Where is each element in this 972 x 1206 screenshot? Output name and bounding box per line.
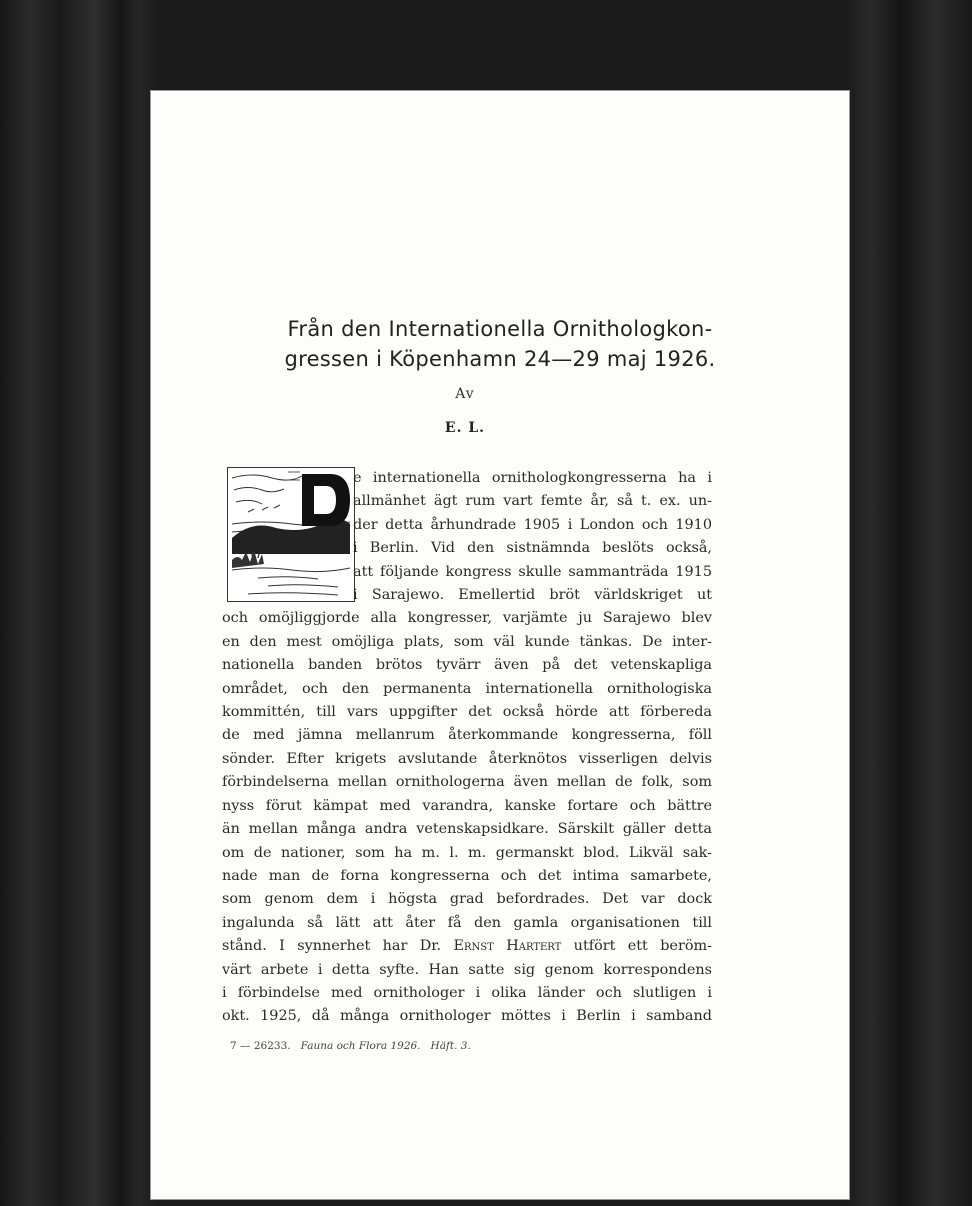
body-line-hartert bbox=[222, 935, 712, 958]
body-line: okt. 1925, då många ornithologer möttes i Berlin i samband bbox=[222, 1008, 712, 1025]
body-line: i förbindelse med ornithologer i olika länder och slutligen i bbox=[222, 984, 712, 1001]
title-line-2: gressen i Köpenhamn 24—29 maj 1926. bbox=[284, 347, 716, 371]
body-line: de med jämna mellanrum återkommande kongresserna, föll bbox=[222, 727, 712, 744]
body-line: än mellan många andra vetenskapsidkare. Särskilt gäller detta bbox=[222, 821, 712, 838]
page-footer bbox=[230, 1040, 650, 1052]
body-line: kommittén, till vars uppgifter det också hörde att förbereda bbox=[222, 704, 712, 721]
body-line: sönder. Efter krigets avslutande återknötos visserligen delvis bbox=[222, 750, 712, 767]
body-line-text: stånd. I synnerhet har Dr. bbox=[222, 938, 454, 955]
body-line: ingalunda så lätt att åter få den gamla organisationen till bbox=[222, 914, 712, 931]
document-page bbox=[150, 90, 850, 1200]
body-line: som genom dem i högsta grad befordrades. Det var dock bbox=[222, 891, 712, 908]
title-line-1: Från den Internationella Ornithologkon- bbox=[287, 317, 713, 341]
footer-journal: Fauna och Flora 1926. bbox=[300, 1040, 421, 1052]
body-line: och omöjliggjorde alla kongresser, varjämte ju Sarajewo blev bbox=[222, 610, 712, 627]
body-line: nationella banden brötos tyvärr även på det vetenskapliga bbox=[222, 657, 712, 674]
body-line: der detta århundrade 1905 i London och 1910 bbox=[353, 516, 712, 533]
body-line-text: utfört ett beröm- bbox=[561, 938, 712, 955]
body-line: om de nationer, som ha m. l. m. germanskt blod. Likväl sak- bbox=[222, 844, 712, 861]
byline-author: E. L. bbox=[444, 420, 486, 436]
footer-signature: 7 — 26233. bbox=[230, 1040, 291, 1052]
body-line: nyss förut kämpat med varandra, kanske fortare och bättre bbox=[222, 797, 712, 814]
body-line: i Berlin. Vid den sistnämnda beslöts också, bbox=[353, 540, 712, 557]
body-line: i Sarajewo. Emellertid bröt världskriget ut bbox=[353, 587, 712, 604]
body-line: förbindelserna mellan ornithologerna även mellan de folk, som bbox=[222, 774, 712, 791]
body-line: allmänhet ägt rum vart femte år, så t. ex. un- bbox=[353, 493, 712, 510]
body-line: nade man de forna kongresserna och det intima samarbete, bbox=[222, 867, 712, 884]
body-line: att följande kongress skulle sammanträda 1915 bbox=[353, 563, 712, 580]
article-body bbox=[222, 467, 712, 1029]
body-line: området, och den permanenta internationella ornithologiska bbox=[222, 680, 712, 697]
article-title bbox=[150, 314, 850, 374]
footer-issue: Häft. 3. bbox=[430, 1040, 471, 1052]
body-line: en den mest omöjliga plats, som väl kunde tänkas. De inter- bbox=[222, 633, 712, 650]
body-line: e internationella ornithologkongresserna ha i bbox=[353, 470, 712, 486]
byline-av: Av bbox=[455, 386, 475, 402]
person-name-ernst-hartert: Ernst Hartert bbox=[453, 938, 562, 955]
body-line: värt arbete i detta syfte. Han satte sig genom korrespondens bbox=[222, 961, 712, 978]
